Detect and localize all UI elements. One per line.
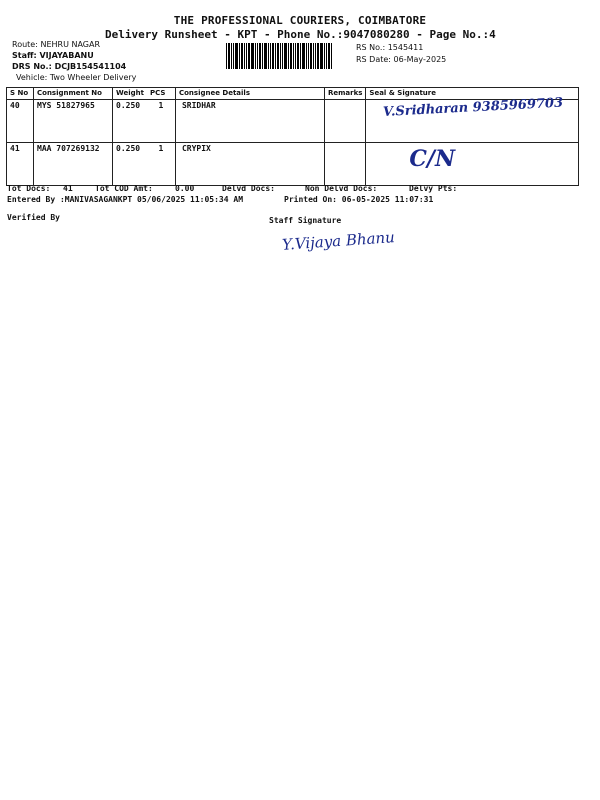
cell-signature (366, 95, 579, 143)
barcode-bar (257, 43, 258, 69)
col-sno: S No (7, 88, 34, 100)
tot-docs-label: Tot Docs: (7, 184, 51, 193)
barcode-bar (270, 43, 271, 69)
cell-weight: 0.250 (113, 143, 147, 186)
tot-cod-value: 0.00 (175, 184, 195, 193)
barcode-bar (284, 43, 287, 69)
barcode-bar (308, 43, 309, 69)
barcode-icon (226, 43, 346, 69)
non-delvd-docs-label: Non Delvd Docs: (305, 184, 378, 193)
barcode-bar (241, 43, 243, 69)
barcode-bar (297, 43, 299, 69)
barcode-bar (228, 43, 230, 69)
cell-consignment: MYS 51827965 (34, 100, 113, 143)
cell-remarks (324, 143, 365, 186)
verified-by-label: Verified By (7, 213, 60, 222)
barcode-bar (302, 43, 305, 69)
barcode-bar (306, 43, 307, 69)
cell-consignee: CRYPIX (175, 143, 324, 186)
tot-docs-value: 41 (63, 184, 73, 193)
barcode-bar (246, 43, 247, 69)
staff-signature-label: Staff Signature (269, 216, 342, 225)
barcode-bar (226, 43, 227, 69)
col-remarks: Remarks (324, 88, 365, 100)
cell-weight: 0.250 (113, 100, 147, 143)
cell-consignment: MAA 707269132 (34, 143, 113, 186)
drs-label: DRS No.: DCJB154541104 (12, 62, 127, 71)
receiver-signature: V.Sridharan 9385969703 (383, 95, 564, 121)
printed-on: Printed On: 06-05-2025 11:07:31 (284, 195, 434, 204)
tot-cod-label: Tot COD Amt: (95, 184, 153, 193)
col-consignment: Consignment No (34, 88, 113, 100)
runsheet-table (6, 87, 579, 186)
barcode-bar (328, 43, 330, 69)
cell-sno: 41 (7, 143, 34, 186)
cell-consignee: SRIDHAR (175, 100, 324, 143)
cell-pcs: 1 (147, 143, 176, 186)
route-label: Route: NEHRU NAGAR (12, 40, 101, 49)
barcode-bar (288, 43, 289, 69)
barcode-bar (231, 43, 232, 69)
delvy-pts-label: Delvy Pts: (409, 184, 458, 193)
barcode-bar (259, 43, 261, 69)
cell-signature (366, 143, 579, 186)
barcode-bar (293, 43, 294, 69)
barcode-bar (275, 43, 276, 69)
barcode-bar (295, 43, 296, 69)
barcode-bar (248, 43, 250, 69)
barcode-bar (324, 43, 325, 69)
barcode-bar (300, 43, 301, 69)
col-weight: Weight (113, 88, 147, 100)
table-row (7, 100, 579, 143)
barcode-bar (313, 43, 314, 69)
staff-label: Staff: VIJAYABANU (12, 51, 94, 60)
cell-sno: 40 (7, 100, 34, 143)
barcode-bar (326, 43, 327, 69)
table-header-row (7, 88, 579, 100)
vehicle-label: Vehicle: Two Wheeler Delivery (16, 73, 137, 82)
barcode-bar (272, 43, 274, 69)
barcode-bar (320, 43, 323, 69)
barcode-bar (268, 43, 269, 69)
cell-remarks (324, 100, 365, 143)
cell-pcs: 1 (147, 100, 176, 143)
barcode-bar (251, 43, 254, 69)
barcode-bar (244, 43, 245, 69)
delvd-docs-label: Delvd Docs: (222, 184, 275, 193)
runsheet-subtitle: Delivery Runsheet - KPT - Phone No.:9047080280 - Page No.:4 (105, 28, 496, 41)
barcode-bar (317, 43, 319, 69)
barcode-bar (331, 43, 332, 69)
barcode-bar (290, 43, 292, 69)
barcode-bar (310, 43, 312, 69)
barcode-bar (315, 43, 316, 69)
entered-by: Entered By :MANIVASAGANKPT 05/06/2025 11:05:34 AM (7, 195, 244, 204)
receiver-signature: C/N (409, 146, 456, 172)
col-signature: Seal & Signature (366, 88, 579, 100)
barcode-bar (235, 43, 238, 69)
barcode-bar (277, 43, 279, 69)
barcode-bar (262, 43, 263, 69)
staff-signature: Y.Vijaya Bhanu (281, 228, 396, 254)
col-consignee: Consignee Details (175, 88, 324, 100)
table-row (7, 143, 579, 186)
col-pcs: PCS (147, 88, 176, 100)
barcode-bar (280, 43, 281, 69)
barcode-bar (264, 43, 267, 69)
barcode-bar (282, 43, 283, 69)
rs-number: RS No.: 1545411 (356, 43, 424, 52)
barcode-bar (255, 43, 256, 69)
barcode-bar (239, 43, 240, 69)
document-title: THE PROFESSIONAL COURIERS, COIMBATORE (173, 14, 427, 27)
barcode-bar (233, 43, 234, 69)
rs-date: RS Date: 06-May-2025 (356, 55, 447, 64)
